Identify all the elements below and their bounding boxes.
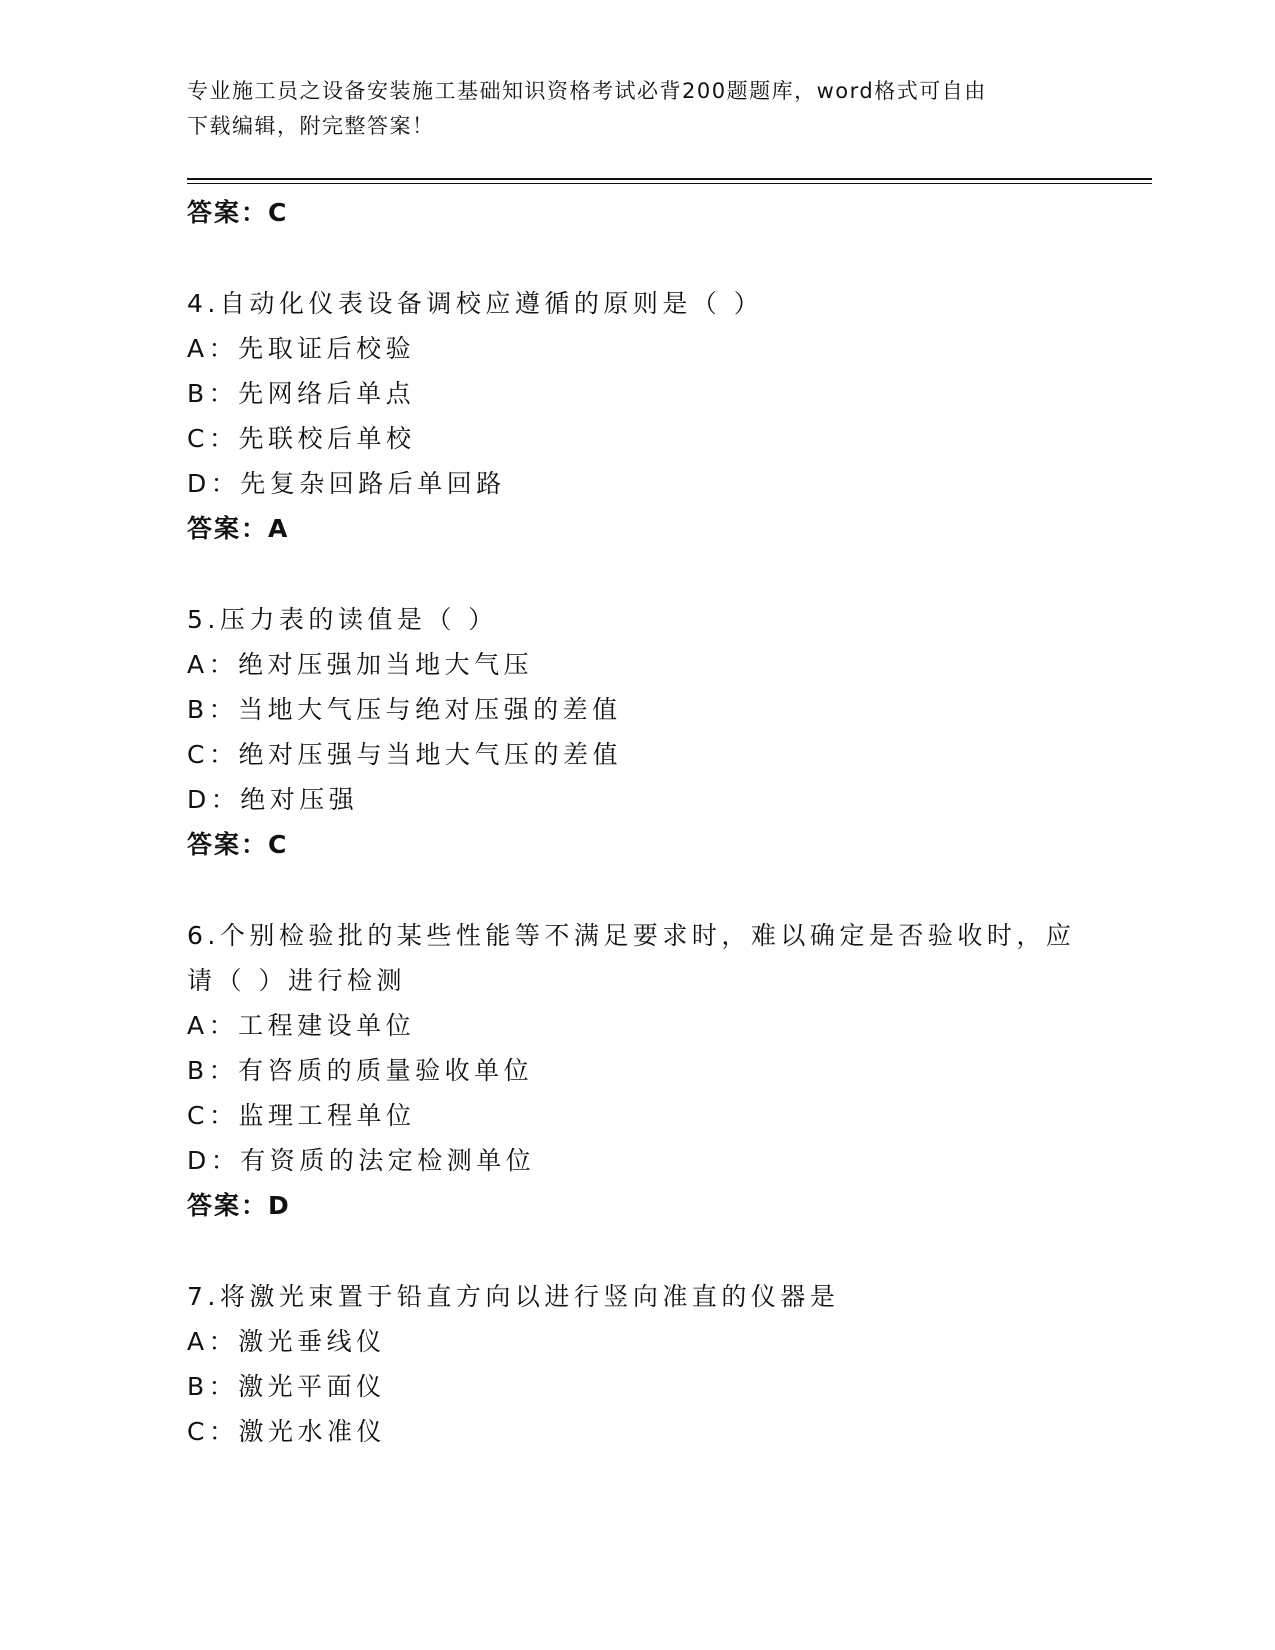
option-c: C：绝对压强与当地大气压的差值 <box>187 740 622 769</box>
document-header <box>187 74 1067 144</box>
header-rule-thick <box>187 178 1152 180</box>
option-d: D：绝对压强 <box>187 785 359 814</box>
option-b: B：激光平面仪 <box>187 1372 386 1401</box>
spacer <box>187 1228 1087 1274</box>
question-list <box>187 190 1087 1454</box>
question-text-line-2: 请（ ）进行检测 <box>187 966 406 995</box>
option-b: B：当地大气压与绝对压强的差值 <box>187 695 622 724</box>
option-a: A：激光垂线仪 <box>187 1327 386 1356</box>
question-text: 7.将激光束置于铅直方向以进行竖向准直的仪器是 <box>187 1282 840 1311</box>
option-d: D：有资质的法定检测单位 <box>187 1146 536 1175</box>
answer-line: 答案：A <box>187 514 290 543</box>
option-d: D：先复杂回路后单回路 <box>187 469 506 498</box>
question-block <box>187 281 1087 551</box>
spacer <box>187 867 1087 913</box>
spacer <box>187 235 1087 281</box>
question-block <box>187 913 1087 1228</box>
answer-line: 答案：D <box>187 1191 291 1220</box>
option-c: C：监理工程单位 <box>187 1101 416 1130</box>
answer-line: 答案：C <box>187 830 289 859</box>
option-c: C：激光水准仪 <box>187 1417 386 1446</box>
question-block <box>187 597 1087 867</box>
option-c: C：先联校后单校 <box>187 424 416 453</box>
option-b: B：有咨质的质量验收单位 <box>187 1056 534 1085</box>
header-rule-thin <box>187 183 1152 184</box>
option-a: A：先取证后校验 <box>187 334 416 363</box>
spacer <box>187 551 1087 597</box>
question-text-line-1: 6.个别检验批的某些性能等不满足要求时，难以确定是否验收时，应 <box>187 921 1076 950</box>
answer-line: 答案：C <box>187 198 289 227</box>
option-b: B：先网络后单点 <box>187 379 416 408</box>
question-text: 4.自动化仪表设备调校应遵循的原则是（ ） <box>187 289 764 318</box>
question-text: 5.压力表的读值是（ ） <box>187 605 498 634</box>
option-a: A：工程建设单位 <box>187 1011 416 1040</box>
header-line-1: 专业施工员之设备安装施工基础知识资格考试必背200题题库，word格式可自由 <box>187 79 987 103</box>
option-a: A：绝对压强加当地大气压 <box>187 650 534 679</box>
question-block <box>187 1274 1087 1454</box>
header-line-2: 下载编辑，附完整答案！ <box>187 114 435 138</box>
